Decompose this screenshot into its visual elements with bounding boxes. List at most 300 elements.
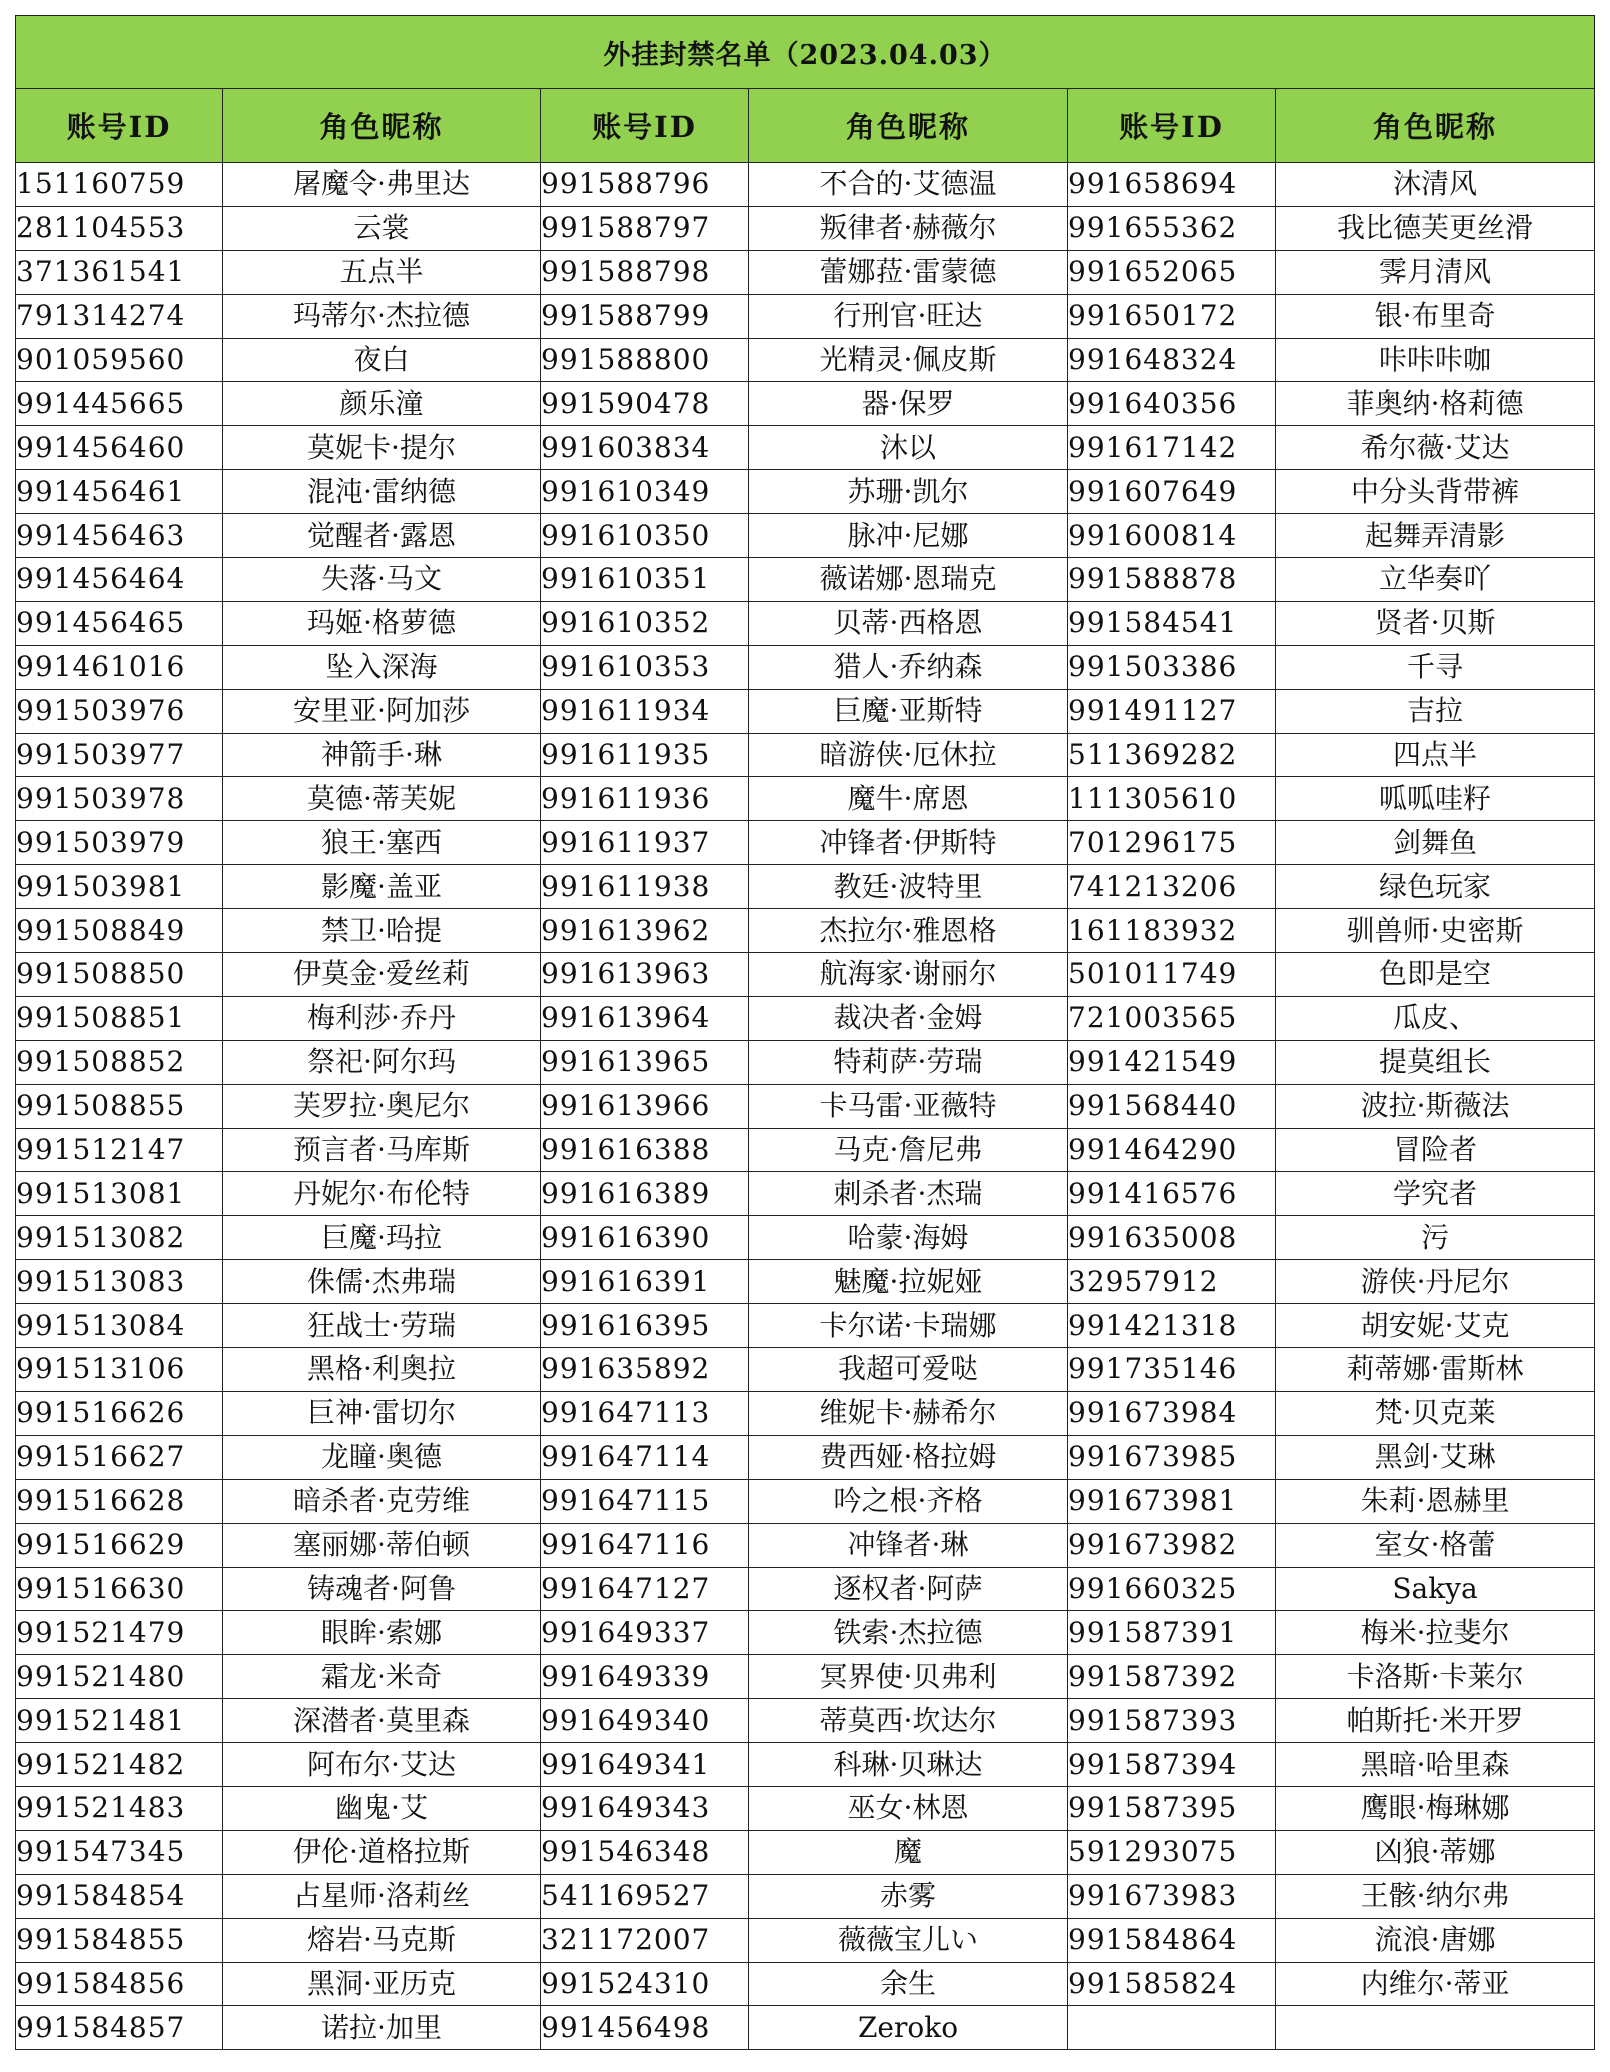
account-id-cell: 991649341	[541, 1743, 749, 1787]
account-id-cell: 591293075	[1068, 1830, 1276, 1874]
nickname-cell: Sakya	[1276, 1567, 1595, 1611]
table-row	[16, 338, 1595, 382]
account-id-cell: 991613966	[541, 1084, 749, 1128]
account-id-cell: 991512147	[16, 1128, 223, 1172]
nickname-cell: 黑暗·哈里森	[1276, 1743, 1595, 1787]
table-row	[16, 294, 1595, 338]
account-id-cell: 991610353	[541, 645, 749, 689]
account-id-cell: 991416576	[1068, 1172, 1276, 1216]
table-row	[16, 470, 1595, 514]
account-id-cell: 991613964	[541, 996, 749, 1040]
account-id-cell: 991516629	[16, 1523, 223, 1567]
account-id-cell: 371361541	[16, 250, 223, 294]
account-id-cell: 541169527	[541, 1874, 749, 1918]
account-id-cell: 991516628	[16, 1479, 223, 1523]
nickname-cell: 魅魔·拉妮娅	[749, 1260, 1068, 1304]
account-id-cell: 991456461	[16, 470, 223, 514]
nickname-cell: 行刑官·旺达	[749, 294, 1068, 338]
nickname-cell: 魔	[749, 1830, 1068, 1874]
account-id-cell: 151160759	[16, 163, 223, 207]
nickname-cell: 帕斯托·米开罗	[1276, 1699, 1595, 1743]
col-header-nickname-2: 角色昵称	[749, 89, 1068, 163]
account-id-cell: 991588878	[1068, 558, 1276, 602]
nickname-cell: 波拉·斯薇法	[1276, 1084, 1595, 1128]
account-id-cell: 991617142	[1068, 426, 1276, 470]
account-id-cell: 991568440	[1068, 1084, 1276, 1128]
nickname-cell: 卡尔诺·卡瑞娜	[749, 1304, 1068, 1348]
account-id-cell: 991616389	[541, 1172, 749, 1216]
nickname-cell: 色即是空	[1276, 953, 1595, 997]
nickname-cell: 凶狼·蒂娜	[1276, 1830, 1595, 1874]
account-id-cell: 991611936	[541, 777, 749, 821]
nickname-cell: 侏儒·杰弗瑞	[223, 1260, 541, 1304]
account-id-cell: 991588796	[541, 163, 749, 207]
account-id-cell: 991673982	[1068, 1523, 1276, 1567]
account-id-cell: 991673984	[1068, 1391, 1276, 1435]
nickname-cell: 室女·格蕾	[1276, 1523, 1595, 1567]
nickname-cell: 沐清风	[1276, 163, 1595, 207]
table-row	[16, 1084, 1595, 1128]
account-id-cell: 991521481	[16, 1699, 223, 1743]
table-row	[16, 2006, 1595, 2050]
account-id-cell: 991508855	[16, 1084, 223, 1128]
nickname-cell: 阿布尔·艾达	[223, 1743, 541, 1787]
table-row	[16, 558, 1595, 602]
nickname-cell: 莫德·蒂芙妮	[223, 777, 541, 821]
nickname-cell: 深潜者·莫里森	[223, 1699, 541, 1743]
account-id-cell: 991491127	[1068, 689, 1276, 733]
account-id-cell: 991587394	[1068, 1743, 1276, 1787]
table-row	[16, 689, 1595, 733]
account-id-cell: 991616388	[541, 1128, 749, 1172]
table-row	[16, 733, 1595, 777]
account-id-cell: 991610350	[541, 514, 749, 558]
table-row	[16, 1348, 1595, 1392]
nickname-cell: 呱呱哇籽	[1276, 777, 1595, 821]
table-row	[16, 1435, 1595, 1479]
account-id-cell: 991649340	[541, 1699, 749, 1743]
account-id-cell: 991610349	[541, 470, 749, 514]
account-id-cell: 991611938	[541, 865, 749, 909]
nickname-cell: 吟之根·齐格	[749, 1479, 1068, 1523]
account-id-cell: 991464290	[1068, 1128, 1276, 1172]
nickname-cell: 伊莫金·爱丝莉	[223, 953, 541, 997]
account-id-cell: 991421318	[1068, 1304, 1276, 1348]
account-id-cell: 991611935	[541, 733, 749, 777]
nickname-cell: 铁索·杰拉德	[749, 1611, 1068, 1655]
nickname-cell: 绿色玩家	[1276, 865, 1595, 909]
table-row	[16, 996, 1595, 1040]
col-header-nickname-1: 角色昵称	[223, 89, 541, 163]
nickname-cell: 魔牛·席恩	[749, 777, 1068, 821]
col-header-nickname-3: 角色昵称	[1276, 89, 1595, 163]
table-row	[16, 1479, 1595, 1523]
table-row	[16, 865, 1595, 909]
account-id-cell: 991588800	[541, 338, 749, 382]
account-id-cell: 901059560	[16, 338, 223, 382]
nickname-cell: 费西娅·格拉姆	[749, 1435, 1068, 1479]
nickname-cell: 科琳·贝琳达	[749, 1743, 1068, 1787]
nickname-cell: 叛律者·赫薇尔	[749, 206, 1068, 250]
nickname-cell: 玛姬·格萝德	[223, 601, 541, 645]
table-row	[16, 1611, 1595, 1655]
nickname-cell: 夜白	[223, 338, 541, 382]
nickname-cell: 黑剑·艾琳	[1276, 1435, 1595, 1479]
nickname-cell: 杰拉尔·雅恩格	[749, 909, 1068, 953]
account-id-cell: 991584854	[16, 1874, 223, 1918]
col-header-account-id-3: 账号ID	[1068, 89, 1276, 163]
nickname-cell: 云裳	[223, 206, 541, 250]
account-id-cell: 991584541	[1068, 601, 1276, 645]
account-id-cell: 991603834	[541, 426, 749, 470]
account-id-cell: 991635008	[1068, 1216, 1276, 1260]
account-id-cell: 991590478	[541, 382, 749, 426]
table-row	[16, 1786, 1595, 1830]
nickname-cell: 航海家·谢丽尔	[749, 953, 1068, 997]
nickname-cell: 霁月清风	[1276, 250, 1595, 294]
account-id-cell: 991673981	[1068, 1479, 1276, 1523]
nickname-cell: 丹妮尔·布伦特	[223, 1172, 541, 1216]
nickname-cell: 驯兽师·史密斯	[1276, 909, 1595, 953]
account-id-cell: 991587391	[1068, 1611, 1276, 1655]
nickname-cell: 占星师·洛莉丝	[223, 1874, 541, 1918]
nickname-cell: 学究者	[1276, 1172, 1595, 1216]
table-row	[16, 909, 1595, 953]
table-row	[16, 163, 1595, 207]
nickname-cell: 玛蒂尔·杰拉德	[223, 294, 541, 338]
nickname-cell: 坠入深海	[223, 645, 541, 689]
account-id-cell: 991588798	[541, 250, 749, 294]
account-id-cell: 991673985	[1068, 1435, 1276, 1479]
account-id-cell: 991456463	[16, 514, 223, 558]
account-id-cell: 991584855	[16, 1918, 223, 1962]
nickname-cell: 伊伦·道格拉斯	[223, 1830, 541, 1874]
nickname-cell: Zeroko	[749, 2006, 1068, 2050]
account-id-cell: 991611937	[541, 821, 749, 865]
account-id-cell: 991648324	[1068, 338, 1276, 382]
nickname-cell: 祭祀·阿尔玛	[223, 1040, 541, 1084]
account-id-cell: 991456498	[541, 2006, 749, 2050]
table-row	[16, 601, 1595, 645]
account-id-cell: 32957912	[1068, 1260, 1276, 1304]
account-id-cell: 991585824	[1068, 1962, 1276, 2006]
account-id-cell	[1068, 2006, 1276, 2050]
nickname-cell: 霜龙·米奇	[223, 1655, 541, 1699]
nickname-cell: 我超可爱哒	[749, 1348, 1068, 1392]
table-row	[16, 250, 1595, 294]
nickname-cell: 薇诺娜·恩瑞克	[749, 558, 1068, 602]
account-id-cell: 991513081	[16, 1172, 223, 1216]
nickname-cell: 中分头背带裤	[1276, 470, 1595, 514]
sheet-title: 外挂封禁名单（2023.04.03）	[16, 16, 1595, 89]
account-id-cell: 991588797	[541, 206, 749, 250]
nickname-cell: 失落·马文	[223, 558, 541, 602]
nickname-cell: 游侠·丹尼尔	[1276, 1260, 1595, 1304]
account-id-cell: 991445665	[16, 382, 223, 426]
account-id-cell: 991649339	[541, 1655, 749, 1699]
account-id-cell: 991649343	[541, 1786, 749, 1830]
account-id-cell: 741213206	[1068, 865, 1276, 909]
account-id-cell: 991421549	[1068, 1040, 1276, 1084]
nickname-cell: 梅利莎·乔丹	[223, 996, 541, 1040]
account-id-cell: 701296175	[1068, 821, 1276, 865]
nickname-cell: 巨神·雷切尔	[223, 1391, 541, 1435]
account-id-cell: 991524310	[541, 1962, 749, 2006]
table-row	[16, 1040, 1595, 1084]
table-row	[16, 1128, 1595, 1172]
nickname-cell: 马克·詹尼弗	[749, 1128, 1068, 1172]
nickname-cell: 赤雾	[749, 1874, 1068, 1918]
account-id-cell: 721003565	[1068, 996, 1276, 1040]
table-row	[16, 426, 1595, 470]
nickname-cell: 莫妮卡·提尔	[223, 426, 541, 470]
nickname-cell: 龙瞳·奥德	[223, 1435, 541, 1479]
account-id-cell: 991658694	[1068, 163, 1276, 207]
nickname-cell: 贤者·贝斯	[1276, 601, 1595, 645]
nickname-cell: 立华奏吖	[1276, 558, 1595, 602]
account-id-cell: 991456464	[16, 558, 223, 602]
account-id-cell: 991635892	[541, 1348, 749, 1392]
nickname-cell: 菲奥纳·格莉德	[1276, 382, 1595, 426]
nickname-cell: 剑舞鱼	[1276, 821, 1595, 865]
nickname-cell: 幽鬼·艾	[223, 1786, 541, 1830]
account-id-cell: 991513083	[16, 1260, 223, 1304]
account-id-cell: 991503979	[16, 821, 223, 865]
nickname-cell: 起舞弄清影	[1276, 514, 1595, 558]
nickname-cell: 神箭手·琳	[223, 733, 541, 777]
account-id-cell: 991613962	[541, 909, 749, 953]
nickname-cell: 狼王·塞西	[223, 821, 541, 865]
nickname-cell: 眼眸·索娜	[223, 1611, 541, 1655]
account-id-cell: 161183932	[1068, 909, 1276, 953]
account-id-cell: 991503981	[16, 865, 223, 909]
account-id-cell: 991587393	[1068, 1699, 1276, 1743]
account-id-cell: 991513084	[16, 1304, 223, 1348]
nickname-cell: 梅米·拉斐尔	[1276, 1611, 1595, 1655]
account-id-cell: 991546348	[541, 1830, 749, 1874]
nickname-cell: 蕾娜菈·雷蒙德	[749, 250, 1068, 294]
nickname-cell: 梵·贝克莱	[1276, 1391, 1595, 1435]
account-id-cell: 991610352	[541, 601, 749, 645]
nickname-cell: 四点半	[1276, 733, 1595, 777]
nickname-cell: 塞丽娜·蒂伯顿	[223, 1523, 541, 1567]
nickname-cell: 巫女·林恩	[749, 1786, 1068, 1830]
table-row	[16, 1216, 1595, 1260]
nickname-cell: 芙罗拉·奥尼尔	[223, 1084, 541, 1128]
nickname-cell: 铸魂者·阿鲁	[223, 1567, 541, 1611]
nickname-cell: 瓜皮、	[1276, 996, 1595, 1040]
table-row	[16, 953, 1595, 997]
account-id-cell: 991508849	[16, 909, 223, 953]
account-id-cell: 281104553	[16, 206, 223, 250]
table-row	[16, 645, 1595, 689]
account-id-cell: 991607649	[1068, 470, 1276, 514]
nickname-cell: 王骸·纳尔弗	[1276, 1874, 1595, 1918]
table-row	[16, 1172, 1595, 1216]
table-row	[16, 1962, 1595, 2006]
nickname-cell: 五点半	[223, 250, 541, 294]
account-id-cell: 501011749	[1068, 953, 1276, 997]
nickname-cell: 黑洞·亚历克	[223, 1962, 541, 2006]
nickname-cell: 猎人·乔纳森	[749, 645, 1068, 689]
nickname-cell: 暗游侠·厄休拉	[749, 733, 1068, 777]
account-id-cell: 991508850	[16, 953, 223, 997]
account-id-cell: 991673983	[1068, 1874, 1276, 1918]
account-id-cell: 991547345	[16, 1830, 223, 1874]
nickname-cell: 刺杀者·杰瑞	[749, 1172, 1068, 1216]
account-id-cell: 991503386	[1068, 645, 1276, 689]
nickname-cell: 狂战士·劳瑞	[223, 1304, 541, 1348]
nickname-cell: 鹰眼·梅琳娜	[1276, 1786, 1595, 1830]
nickname-cell: 冲锋者·伊斯特	[749, 821, 1068, 865]
table-row	[16, 1523, 1595, 1567]
account-id-cell: 991600814	[1068, 514, 1276, 558]
nickname-cell: 胡安妮·艾克	[1276, 1304, 1595, 1348]
nickname-cell: 提莫组长	[1276, 1040, 1595, 1084]
account-id-cell: 991587392	[1068, 1655, 1276, 1699]
account-id-cell: 991588799	[541, 294, 749, 338]
table-row	[16, 1830, 1595, 1874]
account-id-cell: 991660325	[1068, 1567, 1276, 1611]
account-id-cell: 991616390	[541, 1216, 749, 1260]
account-id-cell: 991521482	[16, 1743, 223, 1787]
table-row	[16, 1918, 1595, 1962]
account-id-cell: 991503977	[16, 733, 223, 777]
table-row	[16, 1743, 1595, 1787]
account-id-cell: 991647116	[541, 1523, 749, 1567]
nickname-cell: 沐以	[749, 426, 1068, 470]
nickname-cell: 冲锋者·琳	[749, 1523, 1068, 1567]
account-id-cell: 991521483	[16, 1786, 223, 1830]
account-id-cell: 991650172	[1068, 294, 1276, 338]
account-id-cell: 991508852	[16, 1040, 223, 1084]
nickname-cell: 颜乐潼	[223, 382, 541, 426]
nickname-cell: 哈蒙·海姆	[749, 1216, 1068, 1260]
nickname-cell: 贝蒂·西格恩	[749, 601, 1068, 645]
account-id-cell: 991647114	[541, 1435, 749, 1479]
nickname-cell: 巨魔·亚斯特	[749, 689, 1068, 733]
account-id-cell: 991652065	[1068, 250, 1276, 294]
account-id-cell: 991513082	[16, 1216, 223, 1260]
account-id-cell: 991649337	[541, 1611, 749, 1655]
nickname-cell: 暗杀者·克劳维	[223, 1479, 541, 1523]
table-row	[16, 1391, 1595, 1435]
account-id-cell: 991513106	[16, 1348, 223, 1392]
nickname-cell: 苏珊·凯尔	[749, 470, 1068, 514]
nickname-cell: 污	[1276, 1216, 1595, 1260]
account-id-cell: 111305610	[1068, 777, 1276, 821]
nickname-cell: 禁卫·哈提	[223, 909, 541, 953]
nickname-cell: 莉蒂娜·雷斯林	[1276, 1348, 1595, 1392]
nickname-cell	[1276, 2006, 1595, 2050]
nickname-cell: 吉拉	[1276, 689, 1595, 733]
account-id-cell: 991610351	[541, 558, 749, 602]
header-row	[16, 89, 1595, 163]
account-id-cell: 991587395	[1068, 1786, 1276, 1830]
nickname-cell: 屠魔令·弗里达	[223, 163, 541, 207]
table-row	[16, 1699, 1595, 1743]
account-id-cell: 991461016	[16, 645, 223, 689]
nickname-cell: 银·布里奇	[1276, 294, 1595, 338]
account-id-cell: 991508851	[16, 996, 223, 1040]
account-id-cell: 991516630	[16, 1567, 223, 1611]
account-id-cell: 991655362	[1068, 206, 1276, 250]
col-header-account-id-2: 账号ID	[541, 89, 749, 163]
account-id-cell: 991584856	[16, 1962, 223, 2006]
table-body	[16, 163, 1595, 2050]
nickname-cell: 朱莉·恩赫里	[1276, 1479, 1595, 1523]
nickname-cell: 黑格·利奥拉	[223, 1348, 541, 1392]
table-row	[16, 1874, 1595, 1918]
table-row	[16, 1655, 1595, 1699]
account-id-cell: 991521479	[16, 1611, 223, 1655]
account-id-cell: 991613965	[541, 1040, 749, 1084]
account-id-cell: 991456465	[16, 601, 223, 645]
col-header-account-id-1: 账号ID	[16, 89, 223, 163]
nickname-cell: 脉冲·尼娜	[749, 514, 1068, 558]
nickname-cell: 卡洛斯·卡莱尔	[1276, 1655, 1595, 1699]
nickname-cell: 影魔·盖亚	[223, 865, 541, 909]
account-id-cell: 321172007	[541, 1918, 749, 1962]
nickname-cell: 诺拉·加里	[223, 2006, 541, 2050]
account-id-cell: 991584857	[16, 2006, 223, 2050]
nickname-cell: 特莉萨·劳瑞	[749, 1040, 1068, 1084]
nickname-cell: 我比德芙更丝滑	[1276, 206, 1595, 250]
account-id-cell: 991584864	[1068, 1918, 1276, 1962]
account-id-cell: 991503976	[16, 689, 223, 733]
table-row	[16, 206, 1595, 250]
table-row	[16, 821, 1595, 865]
account-id-cell: 991456460	[16, 426, 223, 470]
ban-list-table	[15, 15, 1595, 2050]
account-id-cell: 991735146	[1068, 1348, 1276, 1392]
account-id-cell: 511369282	[1068, 733, 1276, 777]
table-row	[16, 514, 1595, 558]
account-id-cell: 991521480	[16, 1655, 223, 1699]
nickname-cell: 巨魔·玛拉	[223, 1216, 541, 1260]
table-row	[16, 1567, 1595, 1611]
account-id-cell: 991616395	[541, 1304, 749, 1348]
nickname-cell: 余生	[749, 1962, 1068, 2006]
table-row	[16, 382, 1595, 426]
nickname-cell: 千寻	[1276, 645, 1595, 689]
nickname-cell: 希尔薇·艾达	[1276, 426, 1595, 470]
nickname-cell: 逐权者·阿萨	[749, 1567, 1068, 1611]
account-id-cell: 991611934	[541, 689, 749, 733]
account-id-cell: 991516626	[16, 1391, 223, 1435]
nickname-cell: 熔岩·马克斯	[223, 1918, 541, 1962]
account-id-cell: 991640356	[1068, 382, 1276, 426]
nickname-cell: 不合的·艾德温	[749, 163, 1068, 207]
nickname-cell: 混沌·雷纳德	[223, 470, 541, 514]
account-id-cell: 991613963	[541, 953, 749, 997]
nickname-cell: 流浪·唐娜	[1276, 1918, 1595, 1962]
nickname-cell: 安里亚·阿加莎	[223, 689, 541, 733]
nickname-cell: 器·保罗	[749, 382, 1068, 426]
account-id-cell: 991647113	[541, 1391, 749, 1435]
nickname-cell: 裁决者·金姆	[749, 996, 1068, 1040]
table-row	[16, 1260, 1595, 1304]
nickname-cell: 薇薇宝儿い	[749, 1918, 1068, 1962]
nickname-cell: 预言者·马库斯	[223, 1128, 541, 1172]
nickname-cell: 内维尔·蒂亚	[1276, 1962, 1595, 2006]
account-id-cell: 991516627	[16, 1435, 223, 1479]
nickname-cell: 冥界使·贝弗利	[749, 1655, 1068, 1699]
account-id-cell: 791314274	[16, 294, 223, 338]
account-id-cell: 991616391	[541, 1260, 749, 1304]
nickname-cell: 卡马雷·亚薇特	[749, 1084, 1068, 1128]
account-id-cell: 991647127	[541, 1567, 749, 1611]
